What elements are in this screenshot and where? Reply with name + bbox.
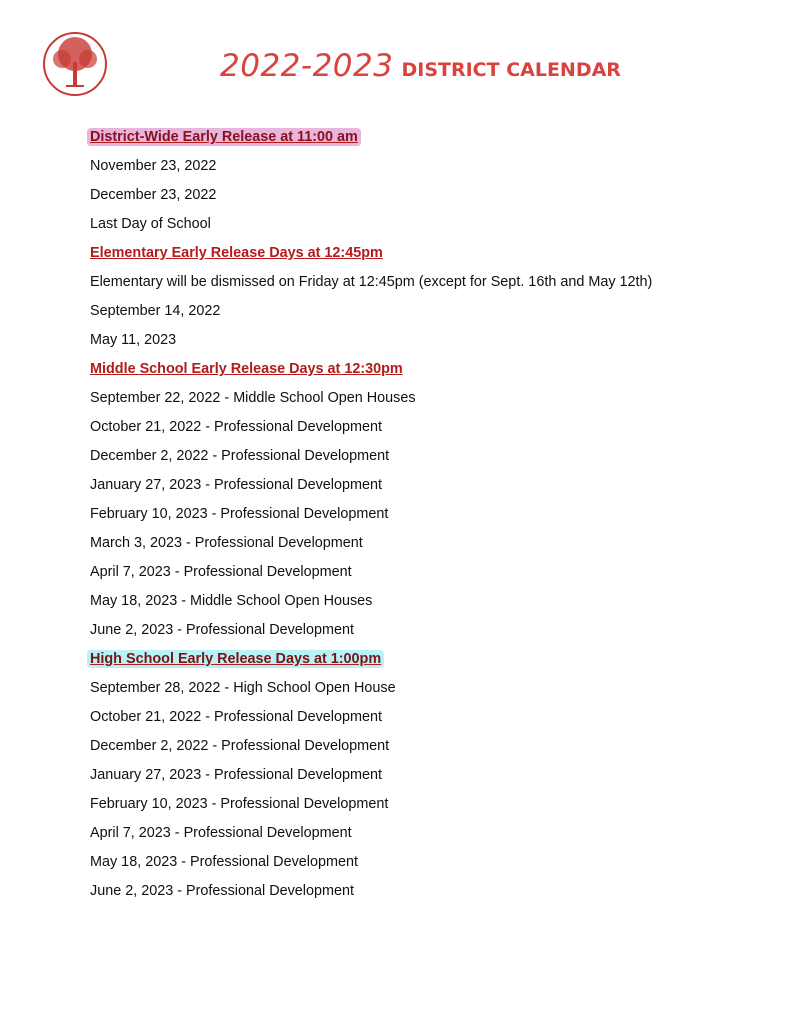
list-item: February 10, 2023 - Professional Development [90, 506, 389, 522]
list-item: May 18, 2023 - Middle School Open Houses [90, 593, 373, 609]
section-heading-elementary: Elementary Early Release Days at 12:45pm [90, 245, 383, 261]
list-item: December 2, 2022 - Professional Development [90, 738, 390, 754]
list-item: June 2, 2023 - Professional Development [90, 883, 354, 899]
list-item: September 28, 2022 - High School Open House [90, 680, 396, 696]
list-item: April 7, 2023 - Professional Development [90, 564, 352, 580]
list-item: Last Day of School [90, 216, 211, 232]
title-year: 2022-2023 [220, 48, 394, 84]
list-item: May 18, 2023 - Professional Development [90, 854, 358, 870]
list-item: Elementary will be dismissed on Friday at 12:45pm (except for Sept. 16th and May 12th) [90, 274, 653, 290]
list-item: January 27, 2023 - Professional Development [90, 767, 382, 783]
section-heading-middle: Middle School Early Release Days at 12:30pm [90, 361, 403, 377]
list-item: December 2, 2022 - Professional Development [90, 448, 390, 464]
page-title [220, 48, 621, 84]
list-item: October 21, 2022 - Professional Development [90, 419, 382, 435]
title-text: DISTRICT CALENDAR [401, 59, 621, 81]
calendar-list [90, 127, 652, 910]
list-item: June 2, 2023 - Professional Development [90, 622, 354, 638]
list-item: April 7, 2023 - Professional Development [90, 825, 352, 841]
list-item: February 10, 2023 - Professional Development [90, 796, 389, 812]
section-heading-district: District-Wide Early Release at 11:00 am [90, 127, 652, 156]
list-item: September 22, 2022 - Middle School Open Houses [90, 390, 416, 406]
list-item: October 21, 2022 - Professional Development [90, 709, 382, 725]
list-item: December 23, 2022 [90, 187, 217, 203]
list-item: September 14, 2022 [90, 303, 221, 319]
list-item: November 23, 2022 [90, 158, 217, 174]
list-item: May 11, 2023 [90, 332, 177, 348]
school-logo [40, 26, 110, 104]
list-item: March 3, 2023 - Professional Development [90, 535, 363, 551]
section-heading-high: High School Early Release Days at 1:00pm [90, 649, 652, 678]
list-item: January 27, 2023 - Professional Development [90, 477, 382, 493]
